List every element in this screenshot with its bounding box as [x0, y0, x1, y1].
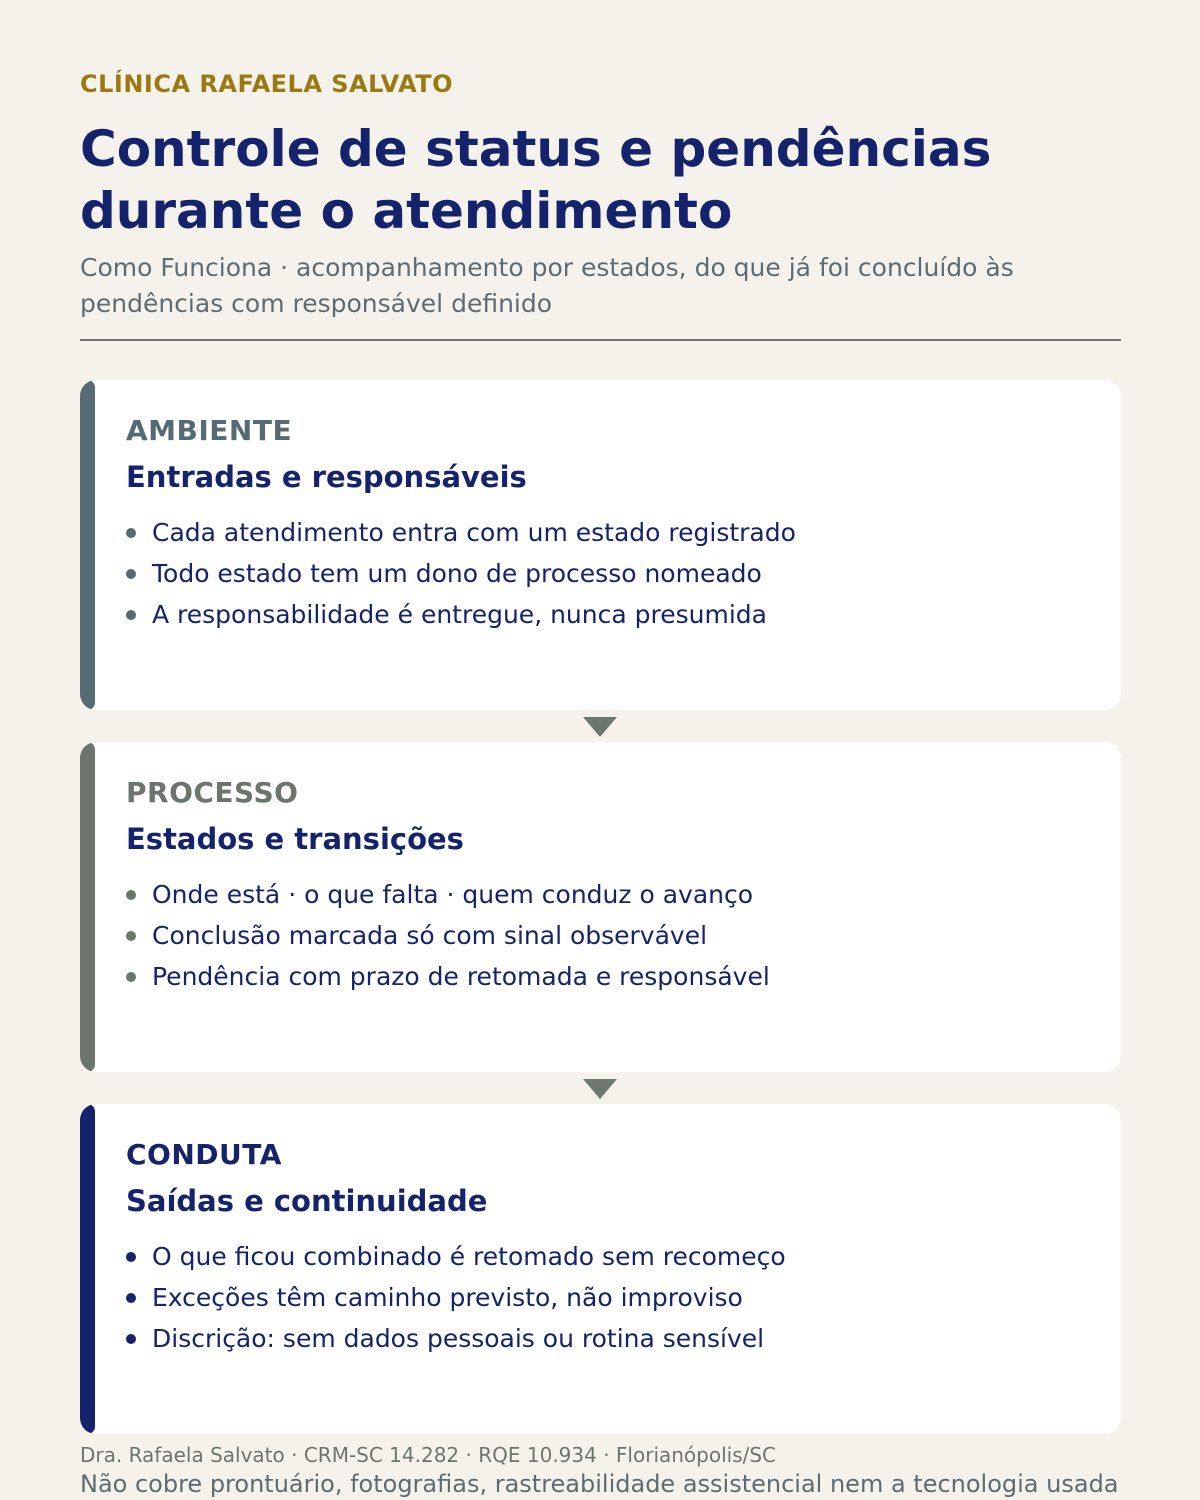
bullet-icon [126, 890, 136, 900]
list-item-text: Onde está · o que falta · quem conduz o avanço [152, 880, 754, 909]
list-item-text: Cada atendimento entra com um estado registrado [152, 518, 796, 547]
bullet-icon [126, 1334, 136, 1344]
list-item [126, 512, 796, 553]
list-item-text: A responsabilidade é entregue, nunca presumida [152, 600, 767, 629]
card-heading: Entradas e responsáveis [126, 460, 527, 494]
list-item-text: Exceções têm caminho previsto, não improviso [152, 1283, 743, 1312]
card-tag: PROCESSO [126, 776, 299, 809]
list-item [126, 594, 796, 635]
footer-credentials: Dra. Rafaela Salvato · CRM-SC 14.282 · RQE 10.934 · Florianópolis/SC [80, 1443, 777, 1467]
card-conduta [80, 1104, 1121, 1434]
footer-disclaimer: Não cobre prontuário, fotografias, rastreabilidade assistencial nem a tecnologia usada [80, 1470, 1119, 1498]
bullet-icon [126, 1293, 136, 1303]
list-item [126, 874, 770, 915]
bullet-icon [126, 528, 136, 538]
card-heading: Estados e transições [126, 822, 464, 856]
list-item-text: Pendência com prazo de retomada e responsável [152, 962, 770, 991]
bullet-icon [126, 610, 136, 620]
card-tag: AMBIENTE [126, 414, 293, 447]
card-accent-bar [80, 742, 95, 1072]
bullet-icon [126, 931, 136, 941]
arrow-down-icon [583, 717, 617, 737]
list-item [126, 956, 770, 997]
list-item [126, 1318, 786, 1359]
bullet-icon [126, 569, 136, 579]
card-accent-bar [80, 1104, 95, 1434]
card-list [126, 1236, 786, 1359]
arrow-down-icon [583, 1079, 617, 1099]
list-item [126, 1277, 786, 1318]
header-divider [80, 339, 1121, 341]
card-tag: CONDUTA [126, 1138, 282, 1171]
list-item [126, 553, 796, 594]
bullet-icon [126, 972, 136, 982]
card-accent-bar [80, 380, 95, 710]
list-item-text: O que ficou combinado é retomado sem recomeço [152, 1242, 786, 1271]
bullet-icon [126, 1252, 136, 1262]
card-processo [80, 742, 1121, 1072]
page-title: Controle de status e pendências durante o atendimento [80, 120, 992, 240]
list-item-text: Todo estado tem um dono de processo nomeado [152, 559, 762, 588]
card-list [126, 874, 770, 997]
list-item [126, 1236, 786, 1277]
list-item-text: Conclusão marcada só com sinal observável [152, 921, 708, 950]
card-heading: Saídas e continuidade [126, 1184, 488, 1218]
brand-label: CLÍNICA RAFAELA SALVATO [80, 70, 454, 98]
card-list [126, 512, 796, 635]
list-item [126, 915, 770, 956]
list-item-text: Discrição: sem dados pessoais ou rotina sensível [152, 1324, 765, 1353]
page-subtitle: Como Funciona · acompanhamento por estados, do que já foi concluído às pendências com responsável definido [80, 253, 1014, 318]
card-ambiente [80, 380, 1121, 710]
